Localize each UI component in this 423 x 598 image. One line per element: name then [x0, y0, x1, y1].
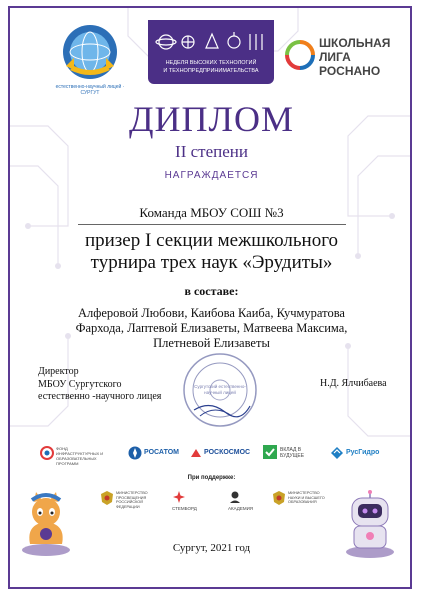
prize-text [0, 230, 423, 274]
rushydro-label: РусГидро [346, 449, 380, 456]
vklad-icon [262, 444, 278, 460]
members-list [0, 306, 423, 351]
rosnano-line-2: ЛИГА [319, 50, 351, 64]
support-logos-row [100, 490, 330, 520]
coat-of-arms-icon-2 [272, 490, 286, 506]
stamp-text: Сургутский естественно-научный лицей [194, 384, 246, 395]
rosnano-line-3: РОСНАНО [319, 64, 381, 78]
event-banner [148, 20, 274, 84]
prize-line-1: призер I секции межшкольного [84, 230, 339, 251]
support-title: При поддержке: [187, 475, 236, 481]
event-line-1: НЕДЕЛЯ ВЫСОКИХ ТЕХНОЛОГИЙ [165, 60, 257, 66]
director-role-3: естественно -научного лицея [38, 391, 162, 402]
prize-line-2: турнира трех наук «Эрудиты» [90, 252, 333, 273]
roscosmos-label: РОСКОСМОС [204, 449, 251, 456]
partner-logos-row [40, 440, 385, 470]
rosnano-logo [285, 36, 395, 86]
academy-label: АКАДЕМИЯ [228, 506, 254, 511]
lyceum-globe-icon [60, 22, 120, 82]
rosatom-label: РОСАТОМ [144, 449, 179, 456]
diploma-degree: II степени [175, 142, 248, 161]
director-role-2: МБОУ Сургутского [38, 378, 122, 390]
fiop-label: ФОНД ИНФРАСТРУКТУРНЫХ И ОБРАЗОВАТЕЛЬНЫХ ПРОГРАММ [56, 446, 104, 466]
team-name: Команда МБОУ СОШ №3 [139, 205, 284, 220]
team-underline [78, 224, 346, 225]
event-line-2: И ТЕХНОПРЕДПРИНИМАТЕЛЬСТВА [163, 68, 259, 74]
diploma-title: ДИПЛОМ [129, 99, 294, 139]
roscosmos-icon [190, 447, 202, 459]
event-icons [148, 20, 274, 60]
minpros-label: МИНИСТЕРСТВО ПРОСВЕЩЕНИЯ РОССИЙСКОЙ ФЕДЕРАЦИИ [116, 491, 148, 509]
stemboard-label: СТЕМБОРД [172, 506, 197, 511]
members-line-2: Фархода, Лаптевой Елизаветы, Матвеева Максима, [75, 321, 348, 335]
official-stamp [180, 350, 260, 430]
members-line-1: Алферовой Любови, Каибова Каиба, Кучмуратова [78, 306, 345, 320]
stemboard-icon [172, 490, 186, 504]
director-role-1: Директор [38, 366, 79, 377]
rosatom-icon [128, 446, 142, 460]
minobr-label: МИНИСТЕРСТВО НАУКИ И ВЫСШЕГО ОБРАЗОВАНИЯ [288, 491, 325, 505]
rosnano-line-1: ШКОЛЬНАЯ [319, 36, 391, 50]
awarded-label: НАГРАЖДАЕТСЯ [164, 170, 259, 181]
lyceum-badge-text: естественно-научный лицей · СУРГУТ [55, 84, 125, 96]
rushydro-icon [330, 446, 344, 460]
fiop-icon [40, 446, 54, 460]
academy-icon [228, 490, 242, 504]
city-year: Сургут, 2021 год [172, 542, 251, 554]
vklad-label: ВКЛАД В БУДУЩЕЕ [280, 447, 305, 459]
rosnano-mark-icon [285, 40, 315, 70]
members-line-3: Плетневой Елизаветы [153, 336, 270, 350]
director-block [38, 366, 161, 404]
composition-label: в составе: [184, 284, 239, 298]
signer-name: Н.Д. Ялчибаева [320, 378, 387, 389]
coat-of-arms-icon [100, 490, 114, 506]
lyceum-badge-logo [60, 22, 120, 82]
